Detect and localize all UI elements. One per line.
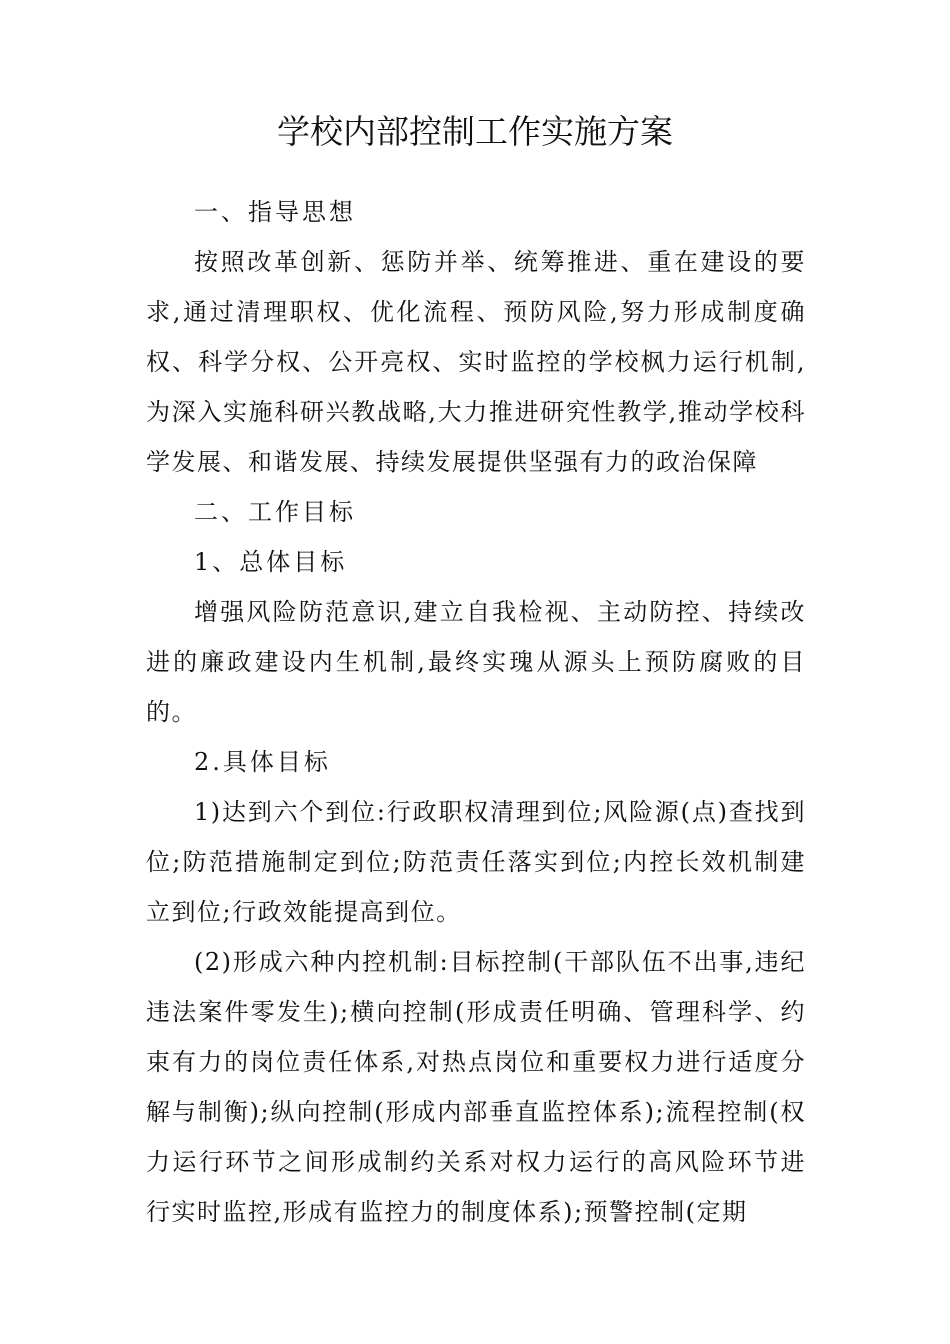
paragraph-six-controls: (2)形成六种内控机制:目标控制(干部队伍不出事,违纪违法案件零发生);横向控制(形成责任明确、管理科学、约束有力的岗位责任体系,对热点岗位和重要权力进行适度分解与制衡);纵向控制(形成内部垂直监控体系);流程控制(权力运行环节之间形成制约关系对权力运行的高风险环节进行实时监控,形成有监控力的制度体系);预警控制(定期 — [146, 948, 806, 1226]
paragraph-guiding-ideology: 按照改革创新、惩防并举、统筹推进、重在建设的要求,通过清理职权、优化流程、预防风险,努力形成制度确权、科学分权、公开亮权、实时监控的学校枫力运行机制,为深入实施科研兴教战略,大力推进研究性教学,推动学校科学发展、和谐发展、持续发展提供坚强有力的政治保障 — [146, 248, 806, 476]
subsection-heading-overall-goal: 1、总体目标 — [194, 548, 348, 576]
paragraph-six-in-place: 1)达到六个到位:行政职权清理到位;风险源(点)查找到位;防范措施制定到位;防范责任落实到位;内控长效机制建立到位;行政效能提高到位。 — [146, 798, 806, 926]
subsection-heading-specific-goals: 2.具体目标 — [194, 748, 331, 776]
paragraph-overall-goal: 增强风险防范意识,建立自我检视、主动防控、持续改进的廉政建设内生机制,最终实瑰从源头上预防腐败的目的。 — [146, 598, 806, 726]
document-body — [146, 187, 806, 1237]
document-title: 学校内部控制工作实施方案 — [277, 112, 673, 151]
section-heading-work-goals: 二、工作目标 — [194, 498, 356, 526]
section-heading-guiding-ideology: 一、指导思想 — [194, 198, 356, 226]
